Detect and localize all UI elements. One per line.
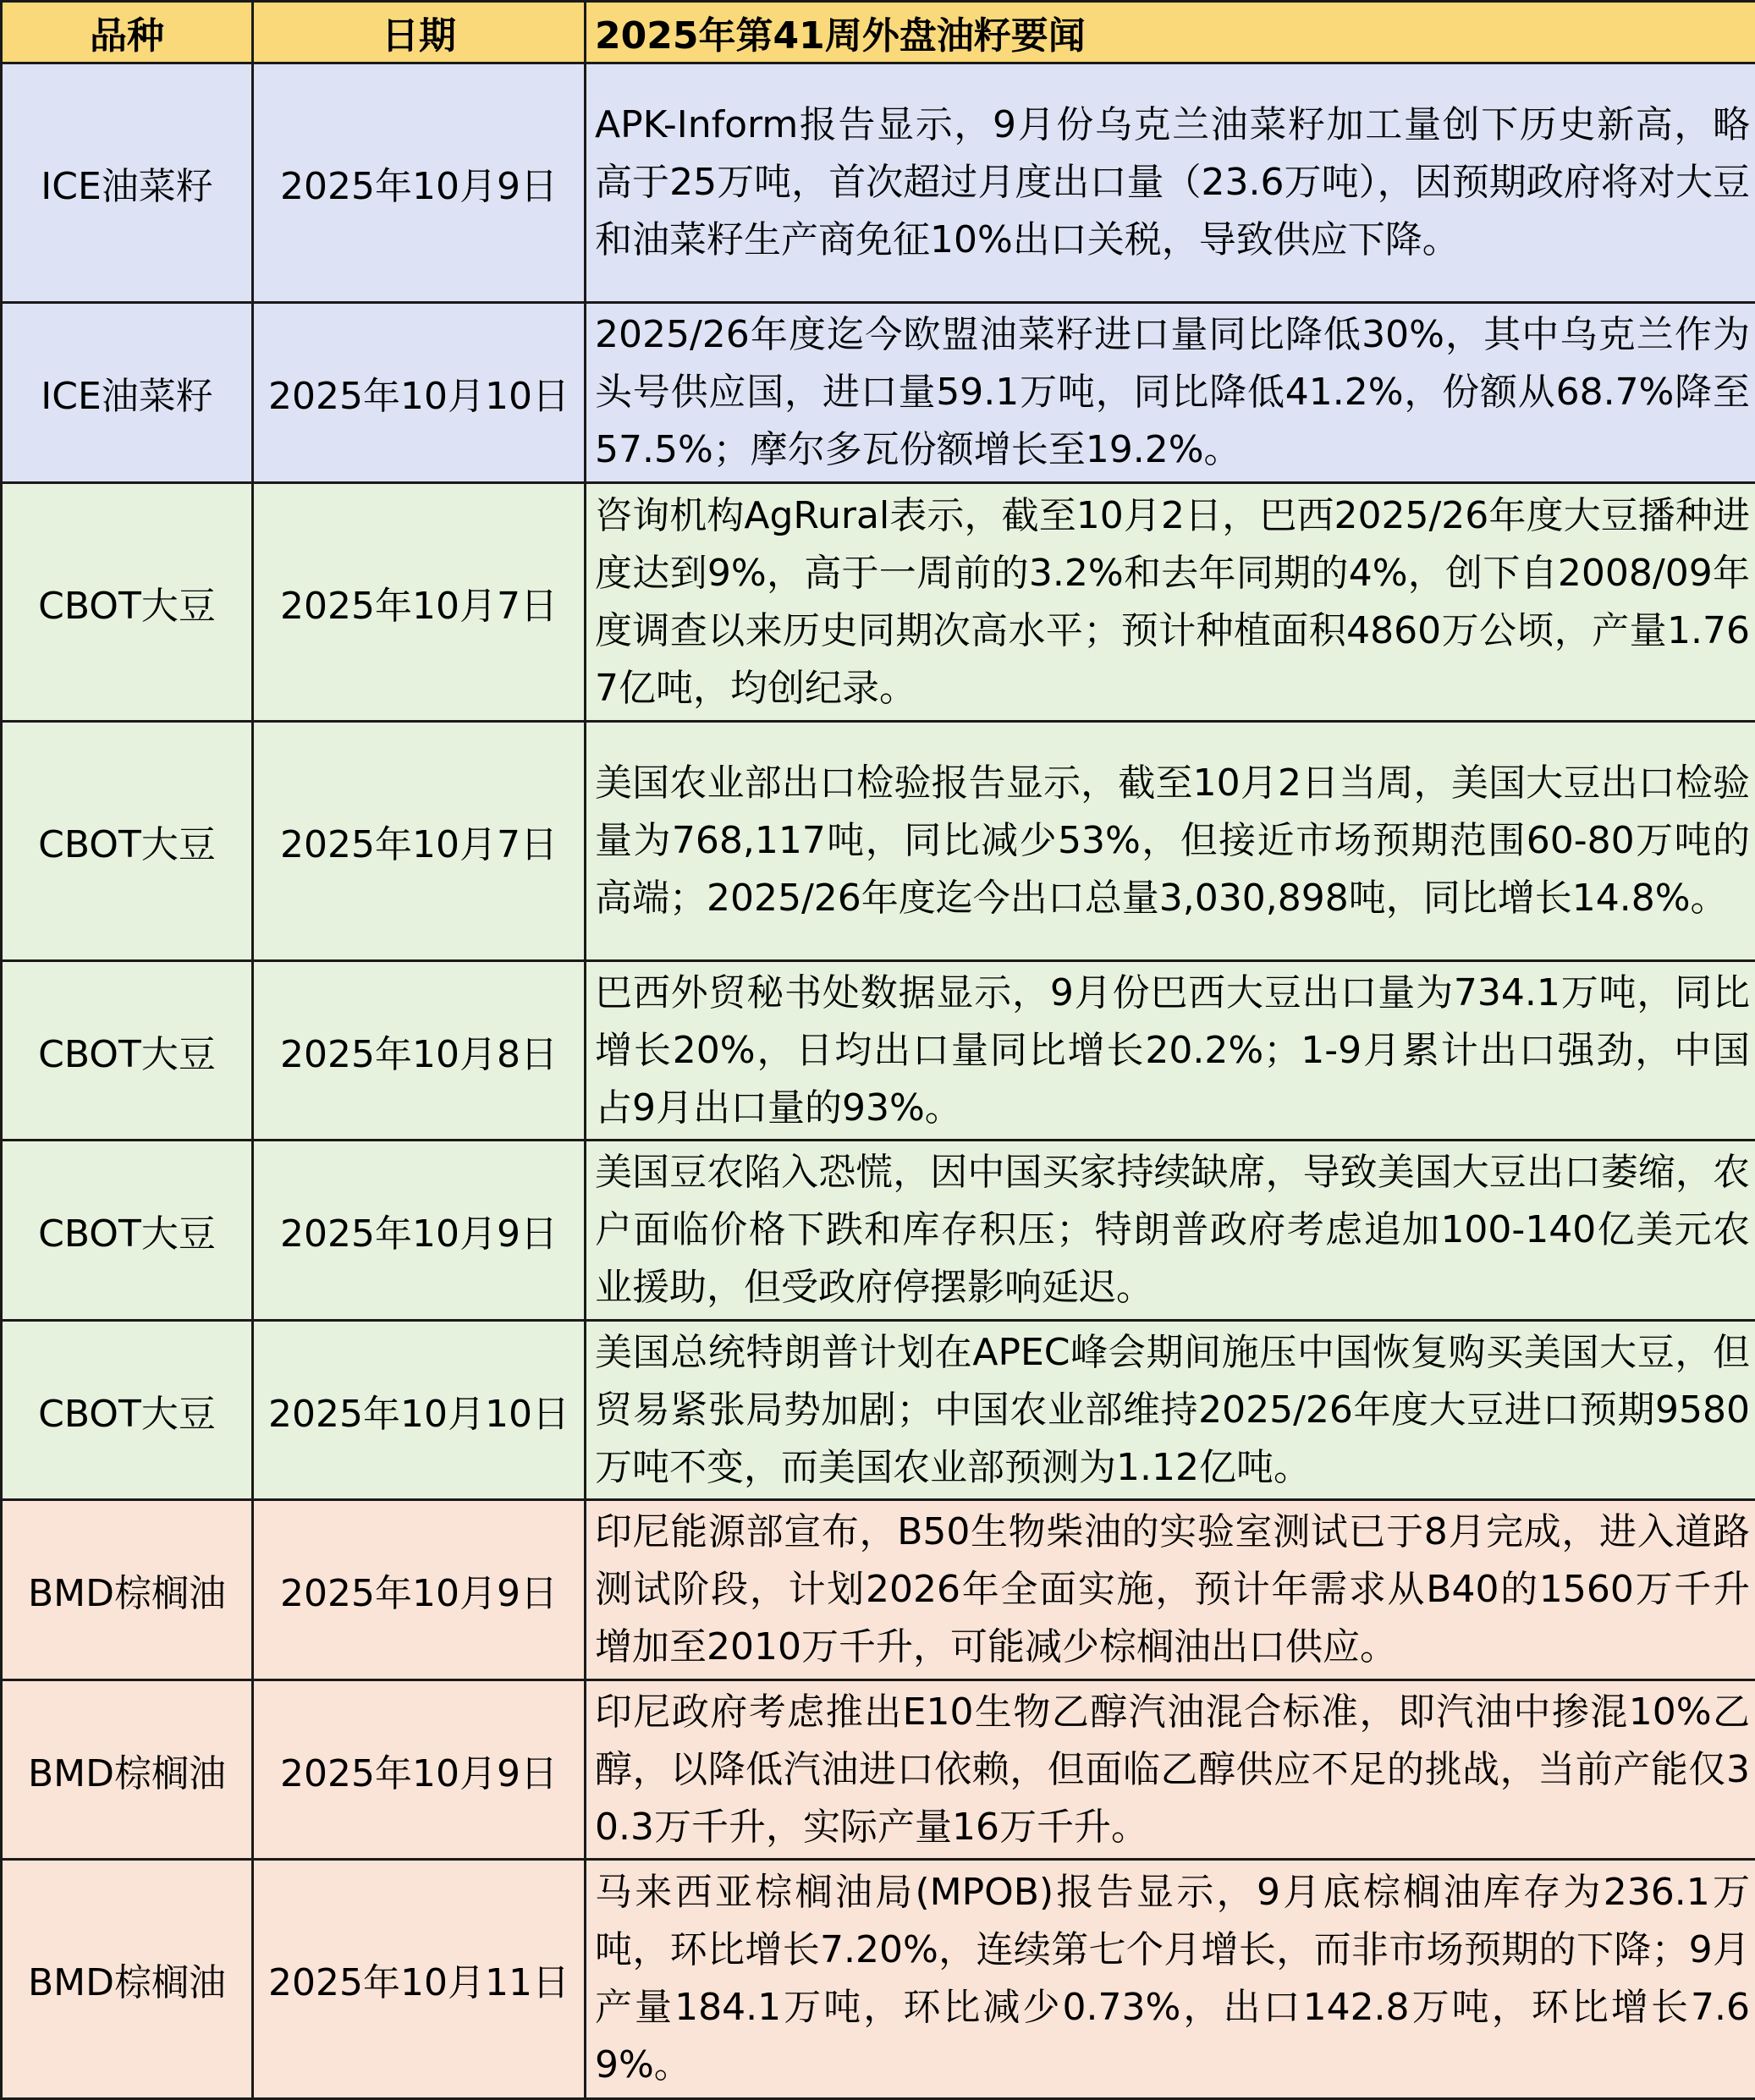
table-row: [2, 1860, 1755, 2099]
row-news: 美国总统特朗普计划在APEC峰会期间施压中国恢复购买美国大豆，但贸易紧张局势加剧；中国农业部维持2025/26年度大豆进口预期9580万吨不变，而美国农业部预测为1.12亿吨。: [586, 1321, 1755, 1500]
table-row: [2, 303, 1755, 483]
row-variety: CBOT大豆: [2, 722, 253, 961]
row-variety: CBOT大豆: [2, 1141, 253, 1321]
row-variety: CBOT大豆: [2, 961, 253, 1141]
row-date: 2025年10月7日: [253, 483, 586, 722]
row-news: 美国豆农陷入恐慌，因中国买家持续缺席，导致美国大豆出口萎缩，农户面临价格下跌和库存积压；特朗普政府考虑追加100-140亿美元农业援助，但受政府停摆影响延迟。: [586, 1141, 1755, 1321]
table-row: [2, 483, 1755, 722]
row-date: 2025年10月9日: [253, 1500, 586, 1680]
row-date: 2025年10月11日: [253, 1860, 586, 2099]
row-date: 2025年10月10日: [253, 1321, 586, 1500]
row-news: 美国农业部出口检验报告显示，截至10月2日当周，美国大豆出口检验量为768,117吨，同比减少53%，但接近市场预期范围60-80万吨的高端；2025/26年度迄今出口总量3,030,898吨，同比增长14.8%。: [586, 722, 1755, 961]
row-news: 马来西亚棕榈油局(MPOB)报告显示，9月底棕榈油库存为236.1万吨，环比增长7.20%，连续第七个月增长，而非市场预期的下降；9月产量184.1万吨，环比减少0.73%，出口142.8万吨，环比增长7.69%。: [586, 1860, 1755, 2099]
header-variety: 品种: [2, 2, 253, 63]
row-variety: BMD棕榈油: [2, 1500, 253, 1680]
row-variety: ICE油菜籽: [2, 63, 253, 303]
header-row: [2, 2, 1755, 63]
row-news: 印尼能源部宣布，B50生物柴油的实验室测试已于8月完成，进入道路测试阶段，计划2026年全面实施，预计年需求从B40的1560万千升增加至2010万千升，可能减少棕榈油出口供应。: [586, 1500, 1755, 1680]
table-row: [2, 961, 1755, 1141]
row-variety: BMD棕榈油: [2, 1860, 253, 2099]
row-variety: CBOT大豆: [2, 1321, 253, 1500]
row-variety: BMD棕榈油: [2, 1680, 253, 1860]
row-news: APK-Inform报告显示，9月份乌克兰油菜籽加工量创下历史新高，略高于25万吨，首次超过月度出口量（23.6万吨），因预期政府将对大豆和油菜籽生产商免征10%出口关税，导致供应下降。: [586, 63, 1755, 303]
header-date: 日期: [253, 2, 586, 63]
row-news: 印尼政府考虑推出E10生物乙醇汽油混合标准，即汽油中掺混10%乙醇，以降低汽油进口依赖，但面临乙醇供应不足的挑战，当前产能仅30.3万千升，实际产量16万千升。: [586, 1680, 1755, 1860]
row-date: 2025年10月9日: [253, 63, 586, 303]
table-row: [2, 1321, 1755, 1500]
table-row: [2, 1500, 1755, 1680]
row-date: 2025年10月9日: [253, 1680, 586, 1860]
row-date: 2025年10月7日: [253, 722, 586, 961]
row-news: 2025/26年度迄今欧盟油菜籽进口量同比降低30%，其中乌克兰作为头号供应国，进口量59.1万吨，同比降低41.2%，份额从68.7%降至57.5%；摩尔多瓦份额增长至19.2%。: [586, 303, 1755, 483]
row-date: 2025年10月10日: [253, 303, 586, 483]
table-row: [2, 63, 1755, 303]
row-date: 2025年10月9日: [253, 1141, 586, 1321]
row-variety: CBOT大豆: [2, 483, 253, 722]
table-row: [2, 1141, 1755, 1321]
row-date: 2025年10月8日: [253, 961, 586, 1141]
table-row: [2, 1680, 1755, 1860]
table-row: [2, 722, 1755, 961]
row-variety: ICE油菜籽: [2, 303, 253, 483]
row-news: 咨询机构AgRural表示，截至10月2日，巴西2025/26年度大豆播种进度达到9%，高于一周前的3.2%和去年同期的4%，创下自2008/09年度调查以来历史同期次高水平；预计种植面积4860万公顷，产量1.767亿吨，均创纪录。: [586, 483, 1755, 722]
header-news-title: 2025年第41周外盘油籽要闻: [586, 2, 1755, 63]
row-news: 巴西外贸秘书处数据显示，9月份巴西大豆出口量为734.1万吨，同比增长20%，日均出口量同比增长20.2%；1-9月累计出口强劲，中国占9月出口量的93%。: [586, 961, 1755, 1141]
